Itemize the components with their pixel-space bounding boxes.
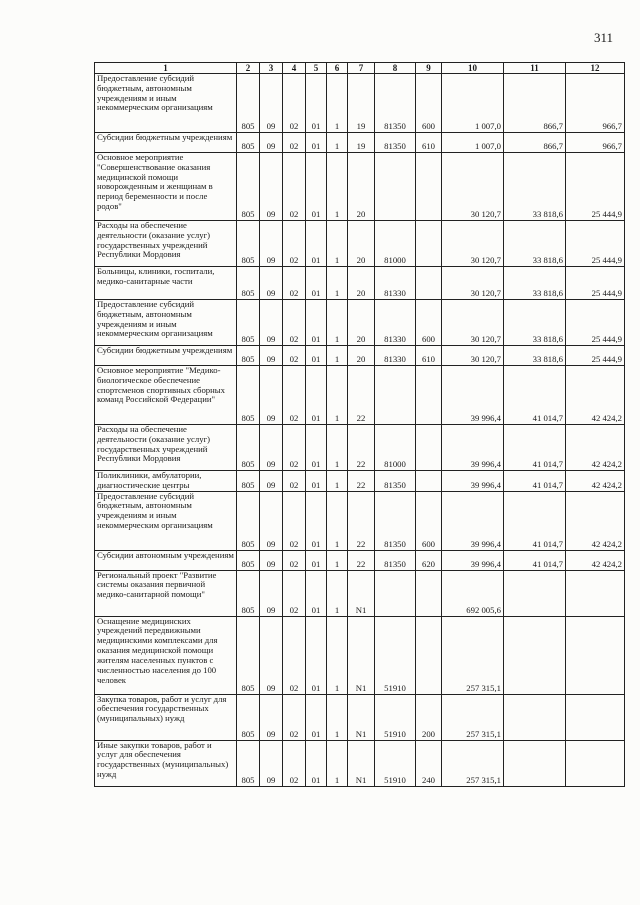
code-direction: 81350: [375, 471, 416, 492]
code-ministry: 805: [237, 267, 260, 300]
column-header: 2: [237, 63, 260, 74]
code-ministry: 805: [237, 471, 260, 492]
code-subsection: 02: [283, 267, 306, 300]
code-ministry: 805: [237, 74, 260, 133]
code-direction: 81350: [375, 133, 416, 153]
code-direction: 51910: [375, 616, 416, 694]
amount-year-3: 25 444,9: [566, 153, 625, 221]
amount-year-1: 39 996,4: [442, 471, 504, 492]
row-name: Закупка товаров, работ и услуг для обеспечения государственных (муниципальных) нужд: [95, 694, 237, 740]
code-section: 09: [260, 221, 283, 267]
amount-year-3: [566, 616, 625, 694]
table-row: [95, 425, 625, 471]
code-direction: 81330: [375, 267, 416, 300]
column-header: 7: [348, 63, 375, 74]
code-direction: 81350: [375, 550, 416, 570]
table-row: [95, 471, 625, 492]
column-header: 9: [416, 63, 442, 74]
amount-year-3: 42 424,2: [566, 491, 625, 550]
amount-year-3: 25 444,9: [566, 300, 625, 346]
code-event: N1: [348, 616, 375, 694]
code-program: 01: [306, 153, 327, 221]
code-section: 09: [260, 491, 283, 550]
column-header: 11: [504, 63, 566, 74]
code-program: 01: [306, 366, 327, 425]
amount-year-1: 1 007,0: [442, 133, 504, 153]
table-row: [95, 221, 625, 267]
code-direction: 81330: [375, 346, 416, 366]
column-header: 10: [442, 63, 504, 74]
code-expense-type: 610: [416, 133, 442, 153]
code-event: 20: [348, 300, 375, 346]
code-program: 01: [306, 74, 327, 133]
row-name: Субсидии автономным учреждениям: [95, 550, 237, 570]
amount-year-2: 33 818,6: [504, 346, 566, 366]
code-subprogram: 1: [327, 133, 348, 153]
code-subsection: 02: [283, 153, 306, 221]
code-subprogram: 1: [327, 491, 348, 550]
code-section: 09: [260, 346, 283, 366]
column-header: 12: [566, 63, 625, 74]
code-event: 20: [348, 153, 375, 221]
amount-year-1: 692 005,6: [442, 570, 504, 616]
code-event: 22: [348, 471, 375, 492]
code-subprogram: 1: [327, 74, 348, 133]
code-subprogram: 1: [327, 550, 348, 570]
amount-year-1: 257 315,1: [442, 694, 504, 740]
code-subprogram: 1: [327, 570, 348, 616]
code-subsection: 02: [283, 570, 306, 616]
code-program: 01: [306, 346, 327, 366]
row-name: Основное мероприятие "Медико-биологическое обеспечение спортсменов спортивных сборных команд Российской Федерации": [95, 366, 237, 425]
amount-year-2: 41 014,7: [504, 366, 566, 425]
code-event: 20: [348, 346, 375, 366]
code-subprogram: 1: [327, 366, 348, 425]
amount-year-3: [566, 740, 625, 786]
code-event: 22: [348, 366, 375, 425]
code-event: 20: [348, 221, 375, 267]
code-expense-type: 600: [416, 74, 442, 133]
code-subprogram: 1: [327, 221, 348, 267]
row-name: Региональный проект "Развитие системы оказания первичной медико-санитарной помощи": [95, 570, 237, 616]
code-event: 22: [348, 491, 375, 550]
row-name: Поликлиники, амбулатории, диагностические центры: [95, 471, 237, 492]
code-program: 01: [306, 133, 327, 153]
amount-year-1: 257 315,1: [442, 740, 504, 786]
code-direction: 81350: [375, 491, 416, 550]
column-header: 4: [283, 63, 306, 74]
code-subsection: 02: [283, 366, 306, 425]
code-ministry: 805: [237, 570, 260, 616]
code-ministry: 805: [237, 740, 260, 786]
row-name: Субсидии бюджетным учреждениям: [95, 346, 237, 366]
row-name: Иные закупки товаров, работ и услуг для обеспечения государственных (муниципальных) нужд: [95, 740, 237, 786]
code-event: N1: [348, 740, 375, 786]
code-event: N1: [348, 570, 375, 616]
code-program: 01: [306, 425, 327, 471]
amount-year-2: 41 014,7: [504, 491, 566, 550]
amount-year-2: 866,7: [504, 133, 566, 153]
code-ministry: 805: [237, 491, 260, 550]
code-direction: [375, 570, 416, 616]
code-subprogram: 1: [327, 425, 348, 471]
amount-year-3: 966,7: [566, 74, 625, 133]
table-row: [95, 740, 625, 786]
amount-year-3: [566, 570, 625, 616]
code-ministry: 805: [237, 694, 260, 740]
code-expense-type: [416, 570, 442, 616]
code-program: 01: [306, 267, 327, 300]
code-event: 19: [348, 74, 375, 133]
amount-year-3: 25 444,9: [566, 221, 625, 267]
code-program: 01: [306, 471, 327, 492]
code-ministry: 805: [237, 346, 260, 366]
code-program: 01: [306, 740, 327, 786]
amount-year-1: 39 996,4: [442, 366, 504, 425]
amount-year-2: [504, 616, 566, 694]
code-direction: 51910: [375, 694, 416, 740]
code-ministry: 805: [237, 133, 260, 153]
code-expense-type: [416, 221, 442, 267]
code-section: 09: [260, 694, 283, 740]
column-header: 8: [375, 63, 416, 74]
code-expense-type: 200: [416, 694, 442, 740]
amount-year-2: 866,7: [504, 74, 566, 133]
table-row: [95, 74, 625, 133]
amount-year-1: 30 120,7: [442, 300, 504, 346]
code-ministry: 805: [237, 300, 260, 346]
code-event: 22: [348, 425, 375, 471]
code-subprogram: 1: [327, 346, 348, 366]
amount-year-1: 39 996,4: [442, 491, 504, 550]
column-header: 6: [327, 63, 348, 74]
code-subprogram: 1: [327, 694, 348, 740]
code-subsection: 02: [283, 740, 306, 786]
code-direction: [375, 366, 416, 425]
code-ministry: 805: [237, 425, 260, 471]
code-event: N1: [348, 694, 375, 740]
code-subsection: 02: [283, 616, 306, 694]
amount-year-2: 33 818,6: [504, 221, 566, 267]
code-subprogram: 1: [327, 267, 348, 300]
table-row: [95, 153, 625, 221]
code-direction: 51910: [375, 740, 416, 786]
code-section: 09: [260, 550, 283, 570]
amount-year-2: 41 014,7: [504, 425, 566, 471]
amount-year-3: 42 424,2: [566, 366, 625, 425]
code-subsection: 02: [283, 491, 306, 550]
amount-year-1: 39 996,4: [442, 550, 504, 570]
code-program: 01: [306, 550, 327, 570]
code-expense-type: 240: [416, 740, 442, 786]
code-section: 09: [260, 74, 283, 133]
column-header: 1: [95, 63, 237, 74]
code-ministry: 805: [237, 550, 260, 570]
column-header: 3: [260, 63, 283, 74]
page-number: 311: [594, 30, 614, 45]
code-ministry: 805: [237, 366, 260, 425]
code-subprogram: 1: [327, 471, 348, 492]
amount-year-1: 39 996,4: [442, 425, 504, 471]
row-name: Предоставление субсидий бюджетным, автономным учреждениям и иным некоммерческим организациям: [95, 491, 237, 550]
amount-year-2: 41 014,7: [504, 550, 566, 570]
code-program: 01: [306, 616, 327, 694]
amount-year-3: 42 424,2: [566, 471, 625, 492]
code-section: 09: [260, 153, 283, 221]
code-event: 22: [348, 550, 375, 570]
table-row: [95, 694, 625, 740]
code-program: 01: [306, 221, 327, 267]
code-subsection: 02: [283, 694, 306, 740]
amount-year-2: [504, 570, 566, 616]
code-subprogram: 1: [327, 616, 348, 694]
table-row: [95, 491, 625, 550]
row-name: Предоставление субсидий бюджетным, автономным учреждениям и иным некоммерческим организациям: [95, 74, 237, 133]
code-expense-type: [416, 471, 442, 492]
code-ministry: 805: [237, 153, 260, 221]
code-event: 19: [348, 133, 375, 153]
amount-year-3: 966,7: [566, 133, 625, 153]
code-ministry: 805: [237, 221, 260, 267]
column-header: 5: [306, 63, 327, 74]
amount-year-3: [566, 694, 625, 740]
code-ministry: 805: [237, 616, 260, 694]
code-expense-type: 620: [416, 550, 442, 570]
amount-year-1: 30 120,7: [442, 346, 504, 366]
row-name: Субсидии бюджетным учреждениям: [95, 133, 237, 153]
row-name: Расходы на обеспечение деятельности (оказание услуг) государственных учреждений Республики Мордовия: [95, 425, 237, 471]
code-subprogram: 1: [327, 740, 348, 786]
code-program: 01: [306, 491, 327, 550]
amount-year-1: 30 120,7: [442, 267, 504, 300]
table-row: [95, 366, 625, 425]
table-row: [95, 346, 625, 366]
amount-year-1: 30 120,7: [442, 153, 504, 221]
amount-year-1: 30 120,7: [442, 221, 504, 267]
amount-year-3: 42 424,2: [566, 550, 625, 570]
amount-year-1: 1 007,0: [442, 74, 504, 133]
code-program: 01: [306, 694, 327, 740]
code-section: 09: [260, 616, 283, 694]
code-subsection: 02: [283, 550, 306, 570]
code-expense-type: [416, 267, 442, 300]
table-row: [95, 267, 625, 300]
code-section: 09: [260, 267, 283, 300]
row-name: Оснащение медицинских учреждений передвижными медицинскими комплексами для оказания медицинской помощи жителям населенных пунктов с численностью населения до 100 человек: [95, 616, 237, 694]
code-expense-type: [416, 425, 442, 471]
table-row: [95, 133, 625, 153]
amount-year-3: 25 444,9: [566, 267, 625, 300]
amount-year-2: 41 014,7: [504, 471, 566, 492]
table-row: [95, 550, 625, 570]
table-row: [95, 300, 625, 346]
code-subsection: 02: [283, 425, 306, 471]
code-expense-type: [416, 366, 442, 425]
code-subsection: 02: [283, 133, 306, 153]
code-section: 09: [260, 570, 283, 616]
code-direction: 81000: [375, 221, 416, 267]
budget-table: [94, 62, 625, 787]
amount-year-2: 33 818,6: [504, 267, 566, 300]
code-direction: [375, 153, 416, 221]
table-row: [95, 570, 625, 616]
code-section: 09: [260, 366, 283, 425]
row-name: Больницы, клиники, госпитали, медико-санитарные части: [95, 267, 237, 300]
code-section: 09: [260, 740, 283, 786]
amount-year-3: 25 444,9: [566, 346, 625, 366]
code-expense-type: [416, 153, 442, 221]
code-subprogram: 1: [327, 153, 348, 221]
code-expense-type: 600: [416, 491, 442, 550]
code-section: 09: [260, 471, 283, 492]
code-section: 09: [260, 133, 283, 153]
code-section: 09: [260, 300, 283, 346]
code-subsection: 02: [283, 471, 306, 492]
code-direction: 81000: [375, 425, 416, 471]
table-row: [95, 616, 625, 694]
amount-year-2: [504, 694, 566, 740]
code-subsection: 02: [283, 221, 306, 267]
code-expense-type: 600: [416, 300, 442, 346]
code-subsection: 02: [283, 300, 306, 346]
amount-year-2: 33 818,6: [504, 300, 566, 346]
code-event: 20: [348, 267, 375, 300]
row-name: Расходы на обеспечение деятельности (оказание услуг) государственных учреждений Республики Мордовия: [95, 221, 237, 267]
code-program: 01: [306, 300, 327, 346]
code-section: 09: [260, 425, 283, 471]
row-name: Предоставление субсидий бюджетным, автономным учреждениям и иным некоммерческим организациям: [95, 300, 237, 346]
code-subsection: 02: [283, 346, 306, 366]
row-name: Основное мероприятие "Совершенствование оказания медицинской помощи новорожденным и женщинам в период беременности и после родов": [95, 153, 237, 221]
code-direction: 81330: [375, 300, 416, 346]
code-program: 01: [306, 570, 327, 616]
code-subsection: 02: [283, 74, 306, 133]
table-header-row: [95, 63, 625, 74]
amount-year-2: [504, 740, 566, 786]
code-expense-type: [416, 616, 442, 694]
amount-year-3: 42 424,2: [566, 425, 625, 471]
code-subprogram: 1: [327, 300, 348, 346]
amount-year-1: 257 315,1: [442, 616, 504, 694]
code-expense-type: 610: [416, 346, 442, 366]
code-direction: 81350: [375, 74, 416, 133]
amount-year-2: 33 818,6: [504, 153, 566, 221]
